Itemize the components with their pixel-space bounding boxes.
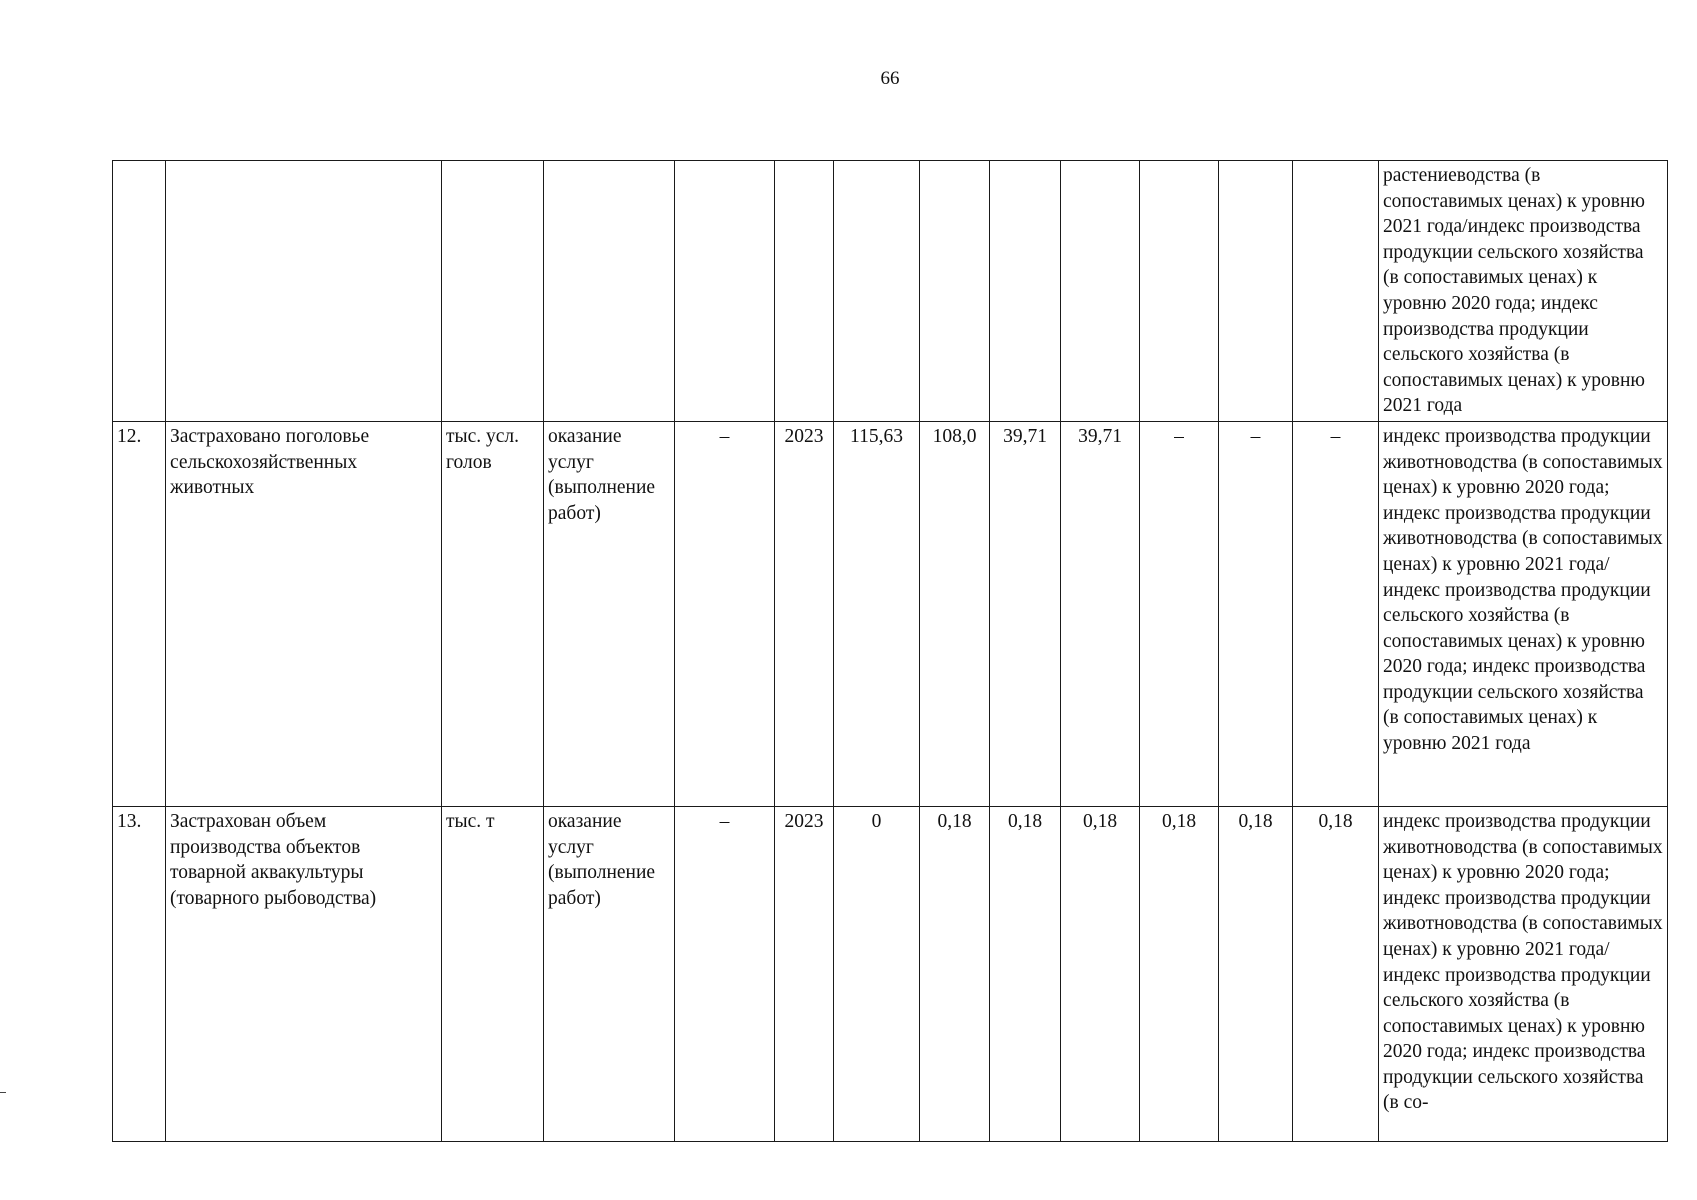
- row-number: [113, 161, 166, 422]
- value-2: 0,18: [920, 806, 990, 1141]
- indicator-name: Застрахован объем производства объектов товарной аквакультуры (товарного рыбоводства): [166, 806, 442, 1141]
- row-number: 12.: [113, 421, 166, 806]
- table-row: [113, 421, 1668, 806]
- value-3: [990, 161, 1061, 422]
- indicators-table: [112, 160, 1668, 1142]
- unit: тыс. т: [442, 806, 544, 1141]
- value-5: [1140, 161, 1219, 422]
- value-7: –: [1293, 421, 1379, 806]
- table-row: [113, 161, 1668, 422]
- value-3: 39,71: [990, 421, 1061, 806]
- unit: тыс. усл. голов: [442, 421, 544, 806]
- result-type: оказание услуг (выполнение работ): [544, 421, 675, 806]
- related-indicator: индекс производства продукции животноводства (в сопоставимых ценах) к уровню 2020 года; индекс производства продукции животноводства (в сопоставимых ценах) к уровню 2021 года/индекс производства продукции сельского хозяйства (в сопоставимых ценах) к уровню 2020 года; индекс производства продукции сельского хозяйства (в сопоставимых ценах) к уровню 2021 года: [1379, 421, 1668, 806]
- scan-edge-mark: [0, 1092, 6, 1093]
- base-value: [675, 161, 775, 422]
- value-5: 0,18: [1140, 806, 1219, 1141]
- value-4: 39,71: [1061, 421, 1140, 806]
- value-4: 0,18: [1061, 806, 1140, 1141]
- value-4: [1061, 161, 1140, 422]
- value-7: [1293, 161, 1379, 422]
- value-7: 0,18: [1293, 806, 1379, 1141]
- row-number: 13.: [113, 806, 166, 1141]
- table-row: [113, 806, 1668, 1141]
- result-type: оказание услуг (выполнение работ): [544, 806, 675, 1141]
- base-year: [775, 161, 834, 422]
- value-1: 0: [834, 806, 920, 1141]
- indicator-name: Застраховано поголовье сельскохозяйственных животных: [166, 421, 442, 806]
- value-1: 115,63: [834, 421, 920, 806]
- value-1: [834, 161, 920, 422]
- related-indicator: растениеводства (в сопоставимых ценах) к уровню 2021 года/индекс производства продукции сельского хозяйства (в сопоставимых ценах) к уровню 2020 года; индекс производства продукции сельского хозяйства (в сопоставимых ценах) к уровню 2021 года: [1379, 161, 1668, 422]
- base-value: –: [675, 806, 775, 1141]
- value-6: –: [1219, 421, 1293, 806]
- value-6: 0,18: [1219, 806, 1293, 1141]
- base-value: –: [675, 421, 775, 806]
- value-5: –: [1140, 421, 1219, 806]
- unit: [442, 161, 544, 422]
- related-indicator: индекс производства продукции животноводства (в сопоставимых ценах) к уровню 2020 года; индекс производства продукции животноводства (в сопоставимых ценах) к уровню 2021 года/индекс производства продукции сельского хозяйства (в сопоставимых ценах) к уровню 2020 года; индекс производства продукции сельского хозяйства (в со-: [1379, 806, 1668, 1141]
- indicator-name: [166, 161, 442, 422]
- page-number: 66: [880, 68, 900, 89]
- base-year: 2023: [775, 806, 834, 1141]
- result-type: [544, 161, 675, 422]
- value-2: 108,0: [920, 421, 990, 806]
- value-6: [1219, 161, 1293, 422]
- value-2: [920, 161, 990, 422]
- base-year: 2023: [775, 421, 834, 806]
- value-3: 0,18: [990, 806, 1061, 1141]
